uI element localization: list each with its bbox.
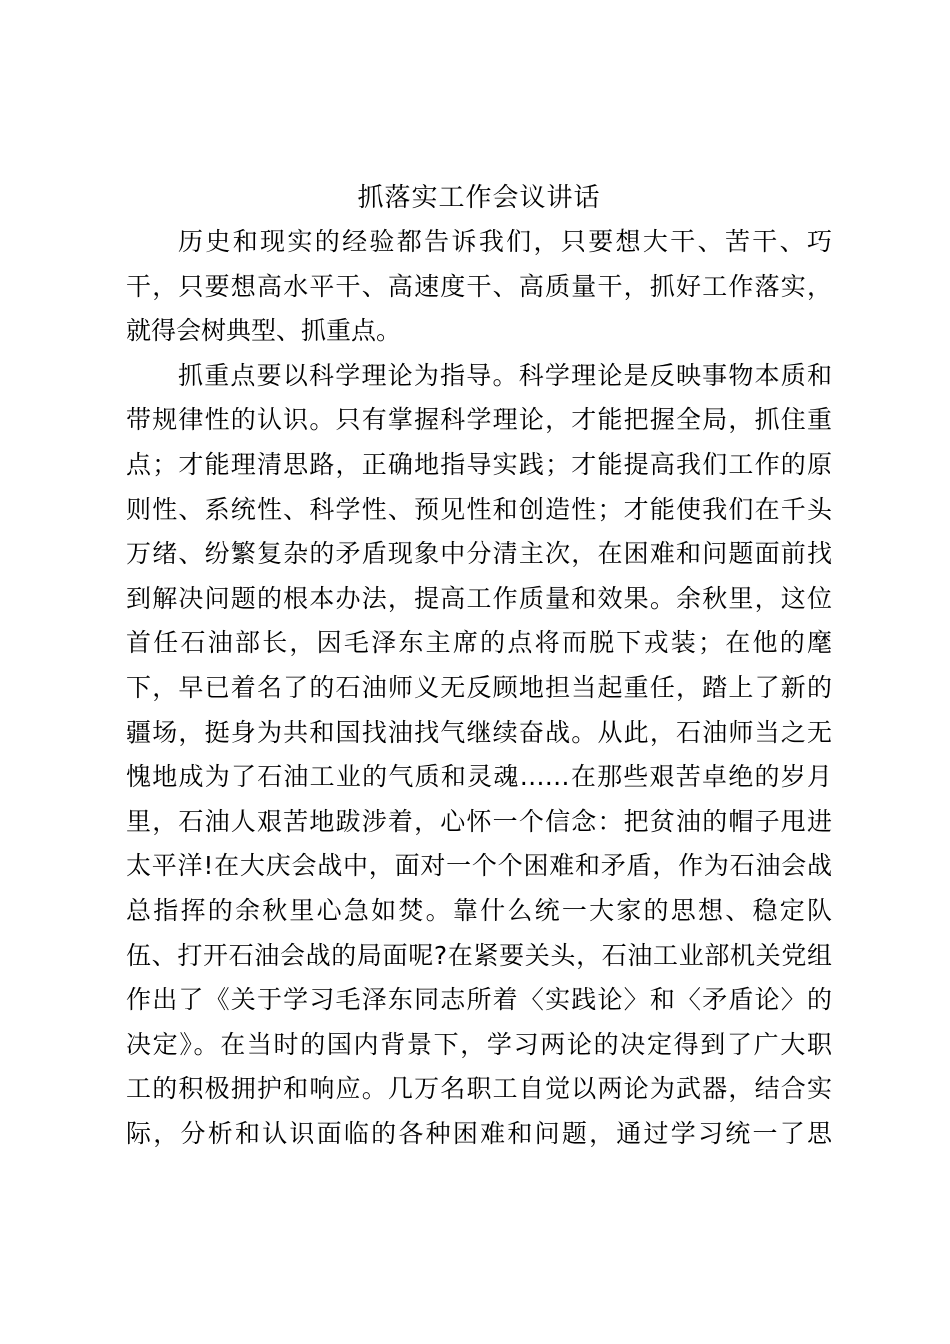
paragraph-1	[126, 220, 832, 354]
document-body	[126, 176, 832, 1156]
text-line: 里，石油人艰苦地跋涉着，心怀一个信念：把贫油的帽子甩进	[126, 806, 832, 836]
text-line: 到解决问题的根本办法，提高工作质量和效果。余秋里，这位	[126, 583, 832, 613]
text-line: 作出了《关于学习毛泽东同志所着〈实践论〉和〈矛盾论〉的	[126, 985, 832, 1015]
paragraph-2	[126, 354, 832, 1157]
text-line: 总指挥的余秋里心急如焚。靠什么统一大家的思想、稳定队	[126, 895, 832, 925]
text-line: 疆场，挺身为共和国找油找气继续奋战。从此，石油师当之无	[126, 717, 832, 747]
text-line: 太平洋!在大庆会战中，面对一个个困难和矛盾，作为石油会战	[126, 851, 832, 881]
text-line: 干，只要想高水平干、高速度干、高质量干，抓好工作落实，	[126, 271, 832, 301]
text-line: 就得会树典型、抓重点。	[126, 316, 402, 346]
text-line: 伍、打开石油会战的局面呢?在紧要关头，石油工业部机关党组	[126, 940, 832, 970]
text-line: 则性、系统性、科学性、预见性和创造性；才能使我们在千头	[126, 494, 832, 524]
text-line: 决定》。在当时的国内背景下，学习两论的决定得到了广大职	[126, 1029, 832, 1059]
text-line: 点；才能理清思路，正确地指导实践；才能提高我们工作的原	[126, 449, 832, 479]
text-line: 历史和现实的经验都告诉我们，只要想大干、苦干、巧	[178, 227, 832, 256]
text-line: 万绪、纷繁复杂的矛盾现象中分清主次，在困难和问题面前找	[126, 539, 832, 569]
text-line: 首任石油部长，因毛泽东主席的点将而脱下戎装；在他的麾	[126, 628, 832, 658]
text-line: 工的积极拥护和响应。几万名职工自觉以两论为武器，结合实	[126, 1074, 832, 1104]
document-title: 抓落实工作会议讲话	[357, 183, 601, 213]
text-line: 下，早已着名了的石油师义无反顾地担当起重任，踏上了新的	[126, 672, 832, 702]
text-line: 抓重点要以科学理论为指导。科学理论是反映事物本质和	[178, 360, 832, 390]
text-line: 带规律性的认识。只有掌握科学理论，才能把握全局，抓住重	[126, 405, 832, 435]
text-line: 愧地成为了石油工业的气质和灵魂……在那些艰苦卓绝的岁月	[126, 762, 832, 792]
text-line: 际，分析和认识面临的各种困难和问题，通过学习统一了思	[126, 1118, 832, 1148]
